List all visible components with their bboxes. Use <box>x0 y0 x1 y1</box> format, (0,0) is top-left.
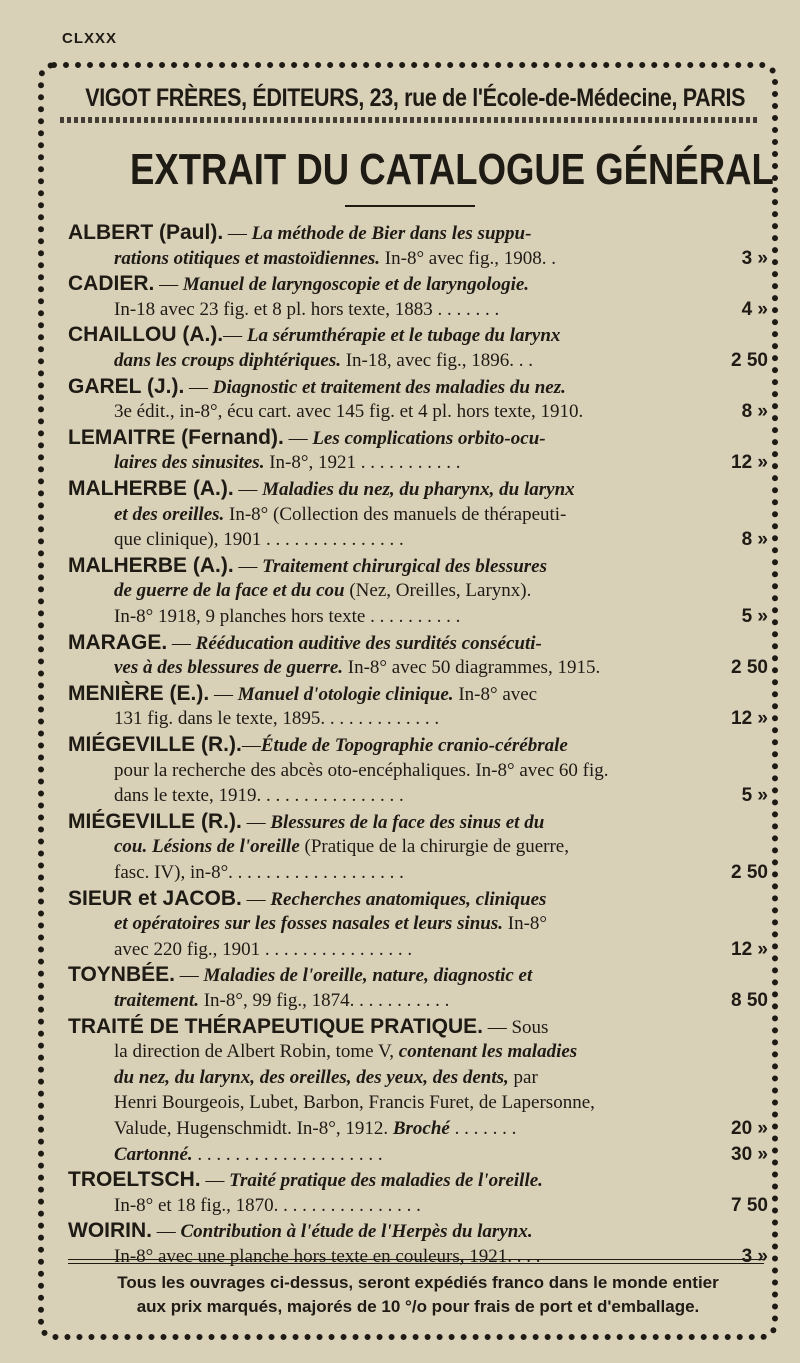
entry-title: de guerre de la face et du cou <box>114 580 345 602</box>
entry-first-line <box>68 271 529 297</box>
entry-first-line <box>68 1167 543 1193</box>
entry-text: 131 fig. dans le texte, 1895. . . . . . . . . . . . . <box>114 708 440 730</box>
entry-price: 2 50 <box>731 657 768 679</box>
entry-author: ALBERT (Paul). <box>68 221 224 244</box>
entry-text: dans le texte, 1919. . . . . . . . . . . . . . . . <box>114 785 404 807</box>
entry-title: Traité pratique des maladies de l'oreille. <box>229 1170 543 1192</box>
entry-title: Manuel de laryngoscopie et de laryngologie. <box>182 274 530 296</box>
entry-title: Maladies du nez, du pharynx, du larynx <box>262 479 575 500</box>
entry-author: WOIRIN. <box>68 1219 152 1243</box>
entry-title: du nez, du larynx, des oreilles, des yeux, des dents, <box>114 1066 509 1088</box>
page-number: CLXXX <box>62 30 118 47</box>
entry-text: — <box>233 555 263 577</box>
entry-first-line <box>68 322 560 348</box>
entry-text: — <box>167 632 196 654</box>
entry-continuation-line <box>114 246 556 272</box>
entry-title: La sérumthérapie et le tubage du larynx <box>246 325 561 347</box>
entry-title: Cartonné. <box>114 1143 193 1165</box>
entry-continuation-line <box>114 1090 595 1116</box>
footer-line-2: aux prix marqués, majorés de 10 °/o pour frais de port et d'emballage. <box>136 1297 700 1316</box>
entry-text: In-18, avec fig., 1896. . . <box>340 350 534 371</box>
entry-first-line <box>68 425 546 451</box>
entry-title: et des oreilles. <box>114 503 225 525</box>
entry-text: Henri Bourgeois, Lubet, Barbon, Francis Furet, de Lapersonne, <box>114 1092 595 1114</box>
entry-author: GAREL (J.). <box>68 374 185 398</box>
entry-price: 2 50 <box>731 350 768 371</box>
entry-title: cou. Lésions de l'oreille <box>114 836 300 858</box>
entry-text: — <box>152 1221 181 1243</box>
entry-price: 4 » <box>741 298 768 320</box>
entry-price: 8 50 <box>731 990 768 1011</box>
entry-title: laires des sinusites. <box>114 452 265 474</box>
entry-continuation-line <box>114 1065 538 1091</box>
entry-title: Contribution à l'étude de l'Herpès du larynx. <box>180 1221 533 1243</box>
entry-continuation-line <box>114 860 404 886</box>
entry-price: 5 » <box>741 606 768 627</box>
entry-continuation-line <box>114 297 499 323</box>
entry-text: — <box>209 683 238 705</box>
entry-first-line <box>68 962 532 988</box>
entry-first-line <box>68 553 547 579</box>
entry-text: In-18 avec 23 fig. et 8 pl. hors texte, 1883 . . . . . . . <box>114 298 500 320</box>
entry-text: que clinique), 1901 . . . . . . . . . . . . . . . <box>114 529 404 551</box>
entry-title: Traitement chirurgical des blessures <box>262 555 547 577</box>
entry-continuation-line <box>114 911 547 937</box>
entry-author: MALHERBE (A.). <box>68 553 234 577</box>
entry-price: 12 » <box>731 452 768 474</box>
entry-author: TROELTSCH. <box>68 1168 201 1192</box>
entry-title: La méthode de Bier dans les suppu- <box>251 223 532 244</box>
entry-text: In-8°, 99 fig., 1874. . . . . . . . . . . <box>198 990 450 1011</box>
entry-title: Broché <box>392 1118 450 1139</box>
entry-continuation-line <box>114 1142 383 1168</box>
entry-author: TOYNBÉE. <box>68 963 175 987</box>
entry-continuation-line <box>114 937 412 963</box>
entry-title: Rééducation auditive des surdités consécuti- <box>195 632 542 654</box>
entry-text: — <box>241 811 271 833</box>
entry-continuation-line <box>114 988 449 1014</box>
entry-first-line <box>68 681 537 707</box>
entry-text: — <box>223 325 247 347</box>
entry-text: avec 220 fig., 1901 . . . . . . . . . . . . . . . . <box>114 938 413 960</box>
entry-text: — Sous <box>482 1016 549 1038</box>
entry-first-line <box>68 1014 548 1040</box>
catalogue-heading: EXTRAIT DU CATALOGUE GÉNÉRAL <box>130 145 774 194</box>
entry-text: In-8° avec 50 diagrammes, 1915. <box>343 657 601 679</box>
entry-first-line <box>68 886 546 912</box>
entry-author: MIÉGEVILLE (R.). <box>68 809 242 833</box>
entry-title: contenant les maladies <box>398 1041 578 1063</box>
entry-author: MALHERBE (A.). <box>68 477 234 500</box>
entry-price: 30 » <box>731 1143 768 1165</box>
entry-first-line <box>68 1218 533 1244</box>
entry-continuation-line <box>114 1244 541 1270</box>
entry-title: traitement. <box>114 990 199 1011</box>
entry-text: In-8° (Collection des manuels de thérapeuti- <box>224 503 567 525</box>
entry-continuation-line <box>114 1039 577 1065</box>
entry-first-line <box>68 809 544 835</box>
entry-price: 8 » <box>741 401 768 423</box>
entry-title: Maladies de l'oreille, nature, diagnostic et <box>203 965 533 987</box>
entry-price: 3 » <box>741 247 768 269</box>
entry-author: MIÉGEVILLE (R.). <box>68 733 242 756</box>
entry-text: fasc. IV), in-8°. . . . . . . . . . . . . . . . . . . <box>114 862 404 883</box>
entry-title: Blessures de la face des sinus et du <box>270 811 545 833</box>
entry-continuation-line <box>114 655 600 681</box>
entry-continuation-line <box>114 578 531 604</box>
entry-continuation-line <box>114 1116 516 1142</box>
entry-text: — <box>241 735 261 756</box>
entry-text: — <box>241 888 271 910</box>
entry-first-line <box>68 630 542 656</box>
entry-continuation-line <box>114 604 460 630</box>
entry-first-line <box>68 732 568 758</box>
entry-title: Recherches anatomiques, cliniques <box>270 888 547 910</box>
entry-author: MENIÈRE (E.). <box>68 681 210 705</box>
entry-text: — <box>154 274 183 296</box>
entry-text: — <box>233 479 263 500</box>
entry-text: — <box>184 376 213 398</box>
entry-title: Étude de Topographie cranio-cérébrale <box>260 735 568 756</box>
entry-text: In-8°, 1921 . . . . . . . . . . . <box>264 452 461 474</box>
entry-continuation-line <box>114 706 439 732</box>
entry-title: Manuel d'otologie clinique. <box>237 683 454 705</box>
entry-price: 12 » <box>731 708 768 730</box>
heading-underline <box>345 205 475 207</box>
entry-text: 3e édit., in-8°, écu cart. avec 145 fig. et 4 pl. hors texte, 1910. <box>114 401 584 423</box>
entry-text: In-8° et 18 fig., 1870. . . . . . . . . . . . . . . . <box>114 1194 421 1216</box>
entry-text: In-8° avec <box>453 683 538 705</box>
entry-title: ves à des blessures de guerre. <box>114 657 344 679</box>
entry-text: la direction de Albert Robin, tome V, <box>114 1041 399 1063</box>
entry-author: MARAGE. <box>68 630 168 654</box>
entry-price: 2 50 <box>731 862 768 883</box>
entry-text: . . . . . . . . . . . . . . . . . . . . <box>192 1143 383 1165</box>
entry-text: In-8° avec fig., 1908. . <box>380 247 556 269</box>
entry-author: LEMAITRE (Fernand). <box>68 425 284 449</box>
entry-continuation-line <box>114 399 583 425</box>
header-divider <box>60 117 760 123</box>
entry-author: CHAILLOU (A.). <box>68 323 224 347</box>
entry-price: 12 » <box>731 938 768 960</box>
entry-first-line <box>68 374 566 400</box>
entry-text: — <box>174 965 204 987</box>
entry-price: 3 » <box>741 1246 768 1267</box>
entry-text: (Nez, Oreilles, Larynx). <box>344 580 532 602</box>
entry-text: In-8° <box>503 913 548 935</box>
entry-text: Valude, Hugenschmidt. In-8°, 1912. <box>114 1118 393 1139</box>
entry-text: In-8° 1918, 9 planches hors texte . . . . . . . . . . <box>114 606 461 627</box>
entry-continuation-line <box>114 450 460 476</box>
entry-price: 20 » <box>731 1118 768 1139</box>
publisher-header: VIGOT FRÈRES, ÉDITEURS, 23, rue de l'École-de-Médecine, PARIS <box>85 84 746 112</box>
entry-text: — <box>283 427 313 449</box>
entry-title: et opératoires sur les fosses nasales et leurs sinus. <box>114 913 504 935</box>
entry-author: TRAITÉ DE THÉRAPEUTIQUE PRATIQUE. <box>68 1014 483 1038</box>
entry-title: rations otitiques et mastoïdiennes. <box>114 247 381 269</box>
entry-author: SIEUR et JACOB. <box>68 886 242 910</box>
entry-text: — <box>223 223 252 244</box>
footer-line-1: Tous les ouvrages ci-dessus, seront expédiés franco dans le monde entier <box>117 1273 719 1292</box>
entry-continuation-line <box>114 758 609 784</box>
entry-text: par <box>508 1066 538 1088</box>
entry-continuation-line <box>114 502 566 528</box>
footer-divider <box>68 1259 764 1264</box>
entry-text: (Pratique de la chirurgie de guerre, <box>299 836 569 858</box>
entry-price: 5 » <box>741 785 768 807</box>
entry-text: pour la recherche des abcès oto-encéphaliques. In-8° avec 60 fig. <box>114 759 609 781</box>
entry-continuation-line <box>114 1193 421 1219</box>
entry-continuation-line <box>114 834 569 860</box>
entry-price: 8 » <box>741 529 768 551</box>
entry-text: In-8° avec une planche hors texte en couleurs, 1921. . . . <box>114 1246 541 1267</box>
entry-first-line <box>68 476 575 502</box>
entry-first-line <box>68 220 531 246</box>
entry-continuation-line <box>114 348 533 374</box>
entry-continuation-line <box>114 527 404 553</box>
entry-continuation-line <box>114 783 404 809</box>
entry-price: 7 50 <box>731 1194 768 1216</box>
entry-title: Les complications orbito-ocu- <box>312 427 546 449</box>
entry-title: dans les croups diphtériques. <box>114 350 341 371</box>
entry-text: — <box>200 1170 230 1192</box>
entry-title: Diagnostic et traitement des maladies du nez. <box>212 376 566 398</box>
entry-text: . . . . . . . <box>449 1118 517 1139</box>
entry-author: CADIER. <box>68 272 155 296</box>
